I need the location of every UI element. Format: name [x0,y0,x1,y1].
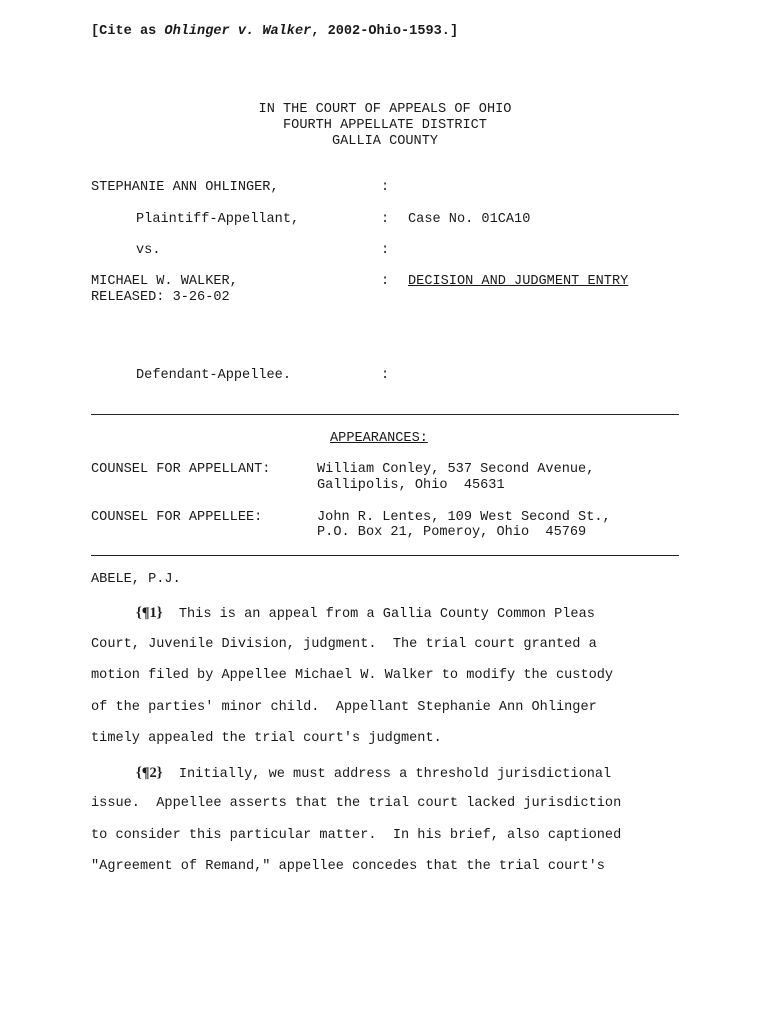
case-number: Case No. 01CA10 [408,212,531,227]
plaintiff-role: Plaintiff-Appellant, [136,212,300,227]
appellee-counsel-line1: John R. Lentes, 109 West Second St., [317,510,611,525]
paragraph-2-line: "Agreement of Remand," appellee concedes that the trial court's [91,859,605,874]
citation-open: [Cite as [91,24,165,39]
paragraph-2 [136,765,611,783]
plaintiff-name: STEPHANIE ANN OHLINGER, [91,180,279,195]
appellant-counsel-line2: Gallipolis, Ohio 45631 [317,478,505,493]
judge-name: ABELE, P.J. [91,572,181,587]
appellant-counsel-line1: William Conley, 537 Second Avenue, [317,462,595,477]
paragraph-marker: {¶1} [136,605,163,621]
court-name: IN THE COURT OF APPEALS OF OHIO [258,102,512,117]
paragraph-1-line: of the parties' minor child. Appellant Stephanie Ann Ohlinger [91,700,597,715]
citation-close: , 2002-Ohio-1593.] [311,24,459,39]
caption-separator: : [381,274,390,289]
appellee-counsel-label: COUNSEL FOR APPELLEE: [91,510,263,525]
versus-label: vs. [136,243,161,258]
citation-header [91,24,458,40]
paragraph-text: Initially, we must address a threshold jurisdictional [178,767,612,782]
appellee-counsel-line2: P.O. Box 21, Pomeroy, Ohio 45769 [317,525,587,540]
paragraph-1 [136,605,595,623]
defendant-role: Defendant-Appellee. [136,368,291,383]
release-date: RELEASED: 3-26-02 [91,290,230,305]
paragraph-text: This is an appeal from a Gallia County Common Pleas [178,607,595,622]
caption-separator: : [381,368,390,383]
entry-title: DECISION AND JUDGMENT ENTRY [408,274,629,289]
divider-top [91,414,679,415]
caption-separator: : [381,243,390,258]
paragraph-2-line: to consider this particular matter. In his brief, also captioned [91,828,622,843]
paragraph-1-line: Court, Juvenile Division, judgment. The trial court granted a [91,637,597,652]
defendant-name: MICHAEL W. WALKER, [91,274,238,289]
paragraph-1-line: motion filed by Appellee Michael W. Walker to modify the custody [91,668,614,683]
citation-case-name: Ohlinger v. Walker [164,24,312,39]
paragraph-2-line: issue. Appellee asserts that the trial court lacked jurisdiction [91,796,622,811]
appearances-heading: APPEARANCES: [330,431,428,446]
caption-separator: : [381,212,390,227]
court-county: GALLIA COUNTY [331,134,439,149]
paragraph-marker: {¶2} [136,765,163,781]
divider-bottom [91,555,679,556]
court-district: FOURTH APPELLATE DISTRICT [283,118,487,133]
appellant-counsel-label: COUNSEL FOR APPELLANT: [91,462,271,477]
caption-separator: : [381,180,390,195]
paragraph-1-line: timely appealed the trial court's judgment. [91,731,442,746]
